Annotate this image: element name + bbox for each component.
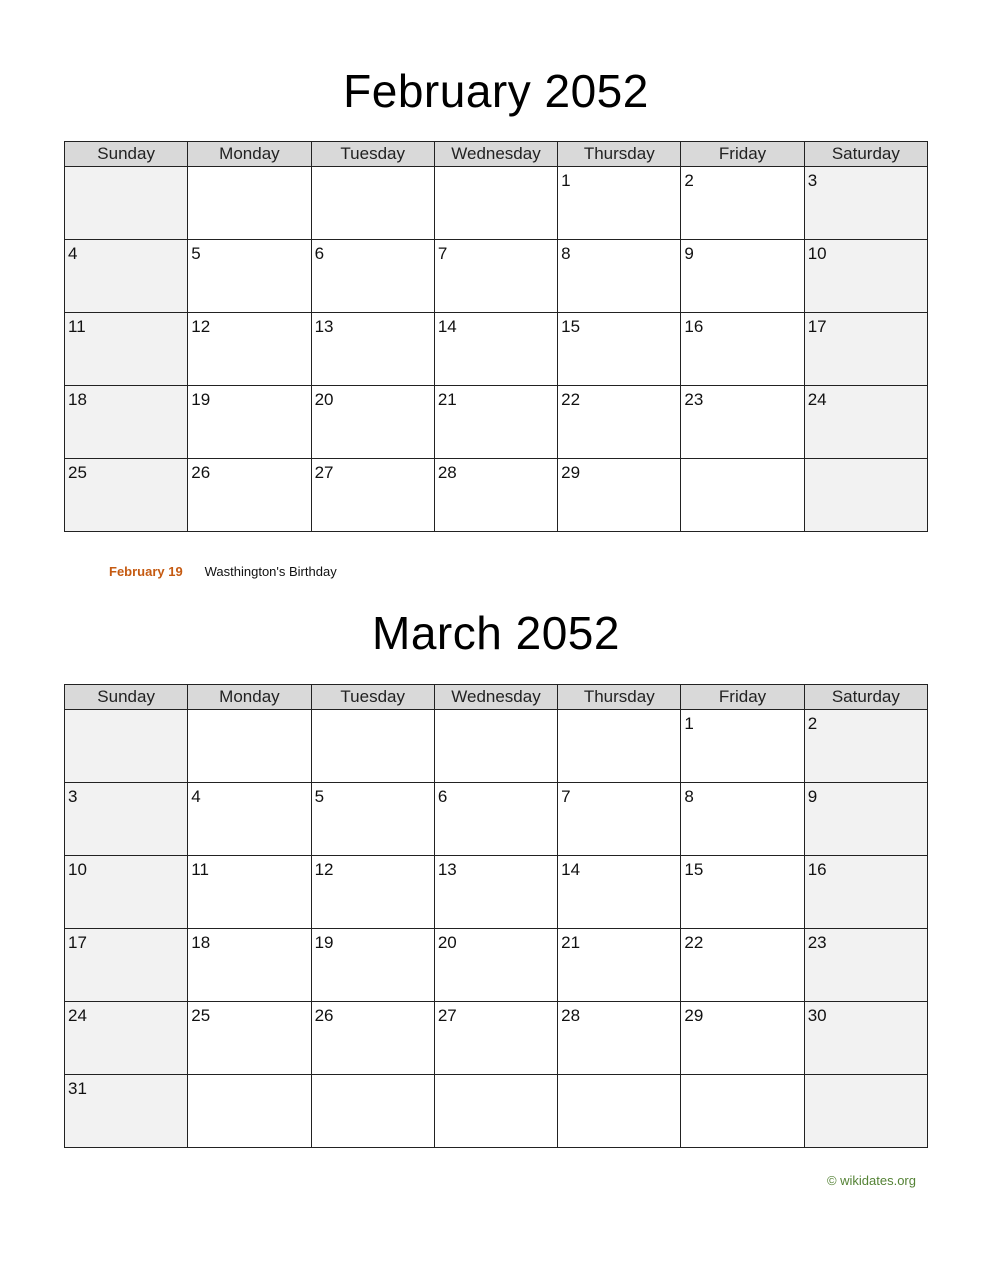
day-cell (65, 856, 188, 929)
day-number: 16 (807, 860, 827, 879)
day-cell (681, 783, 804, 856)
day-number: 26 (191, 463, 211, 482)
day-cell (558, 167, 681, 240)
day-cell (188, 167, 311, 240)
day-number (435, 167, 557, 171)
week-row (65, 167, 928, 240)
day-number: 14 (561, 860, 581, 879)
day-cell (681, 386, 804, 459)
day-cell (65, 1075, 188, 1148)
day-number: 3 (68, 787, 78, 806)
day-number: 5 (314, 787, 325, 806)
day-cell (65, 929, 188, 1002)
day-number: 4 (191, 787, 201, 806)
weekday-header-thursday: Thursday (558, 685, 681, 710)
day-number: 6 (314, 244, 325, 263)
weekday-header-tuesday: Tuesday (311, 685, 434, 710)
day-number: 28 (437, 463, 457, 482)
weekday-header-friday: Friday (681, 142, 804, 167)
february-calendar-grid (64, 141, 928, 532)
week-row (65, 856, 928, 929)
day-number: 15 (561, 317, 581, 336)
day-number (805, 459, 927, 463)
weekday-header-wednesday: Wednesday (434, 685, 557, 710)
day-cell (558, 386, 681, 459)
day-cell (311, 783, 434, 856)
day-cell (188, 929, 311, 1002)
day-cell (434, 386, 557, 459)
day-number: 11 (68, 317, 86, 336)
day-cell (188, 856, 311, 929)
day-number: 17 (68, 933, 87, 952)
weekday-header-wednesday: Wednesday (434, 142, 557, 167)
holiday-name: Wasthington's Birthday (204, 564, 337, 579)
day-number: 1 (561, 171, 571, 190)
weekday-header-row (65, 142, 928, 167)
day-number: 3 (807, 171, 818, 190)
day-number: 14 (437, 317, 457, 336)
day-number: 12 (191, 317, 211, 336)
day-number: 24 (807, 390, 827, 409)
day-cell (558, 313, 681, 386)
day-number: 18 (68, 390, 87, 409)
day-number: 21 (561, 933, 581, 952)
day-cell (681, 929, 804, 1002)
day-cell (434, 1075, 557, 1148)
day-cell (804, 1002, 927, 1075)
day-number (558, 710, 680, 714)
day-cell (804, 167, 927, 240)
day-cell (681, 459, 804, 532)
week-row (65, 313, 928, 386)
day-cell (804, 710, 927, 783)
week-row (65, 240, 928, 313)
day-cell (681, 313, 804, 386)
day-cell (681, 1075, 804, 1148)
day-number: 20 (314, 390, 334, 409)
day-number: 6 (437, 787, 448, 806)
day-cell (804, 929, 927, 1002)
day-number: 2 (684, 171, 694, 190)
day-cell (188, 1075, 311, 1148)
day-number: 18 (191, 933, 211, 952)
week-row (65, 929, 928, 1002)
day-cell (65, 1002, 188, 1075)
day-number: 19 (191, 390, 211, 409)
day-cell (311, 386, 434, 459)
day-cell (65, 459, 188, 532)
day-number: 10 (807, 244, 827, 263)
day-cell (558, 929, 681, 1002)
day-number (188, 710, 310, 714)
march-title: March 2052 (372, 607, 620, 659)
day-number: 13 (437, 860, 457, 879)
day-number: 25 (68, 463, 87, 482)
day-cell (804, 1075, 927, 1148)
day-cell (558, 783, 681, 856)
march-calendar-grid (64, 684, 928, 1148)
day-cell (558, 710, 681, 783)
day-number: 4 (68, 244, 78, 263)
day-cell (311, 167, 434, 240)
footer-credit: © wikidates.org (826, 1173, 916, 1188)
day-cell (804, 459, 927, 532)
weekday-header-monday: Monday (188, 685, 311, 710)
day-number: 23 (684, 390, 704, 409)
day-cell (434, 1002, 557, 1075)
day-number (188, 167, 310, 171)
day-cell (804, 783, 927, 856)
day-cell (434, 313, 557, 386)
day-cell (188, 386, 311, 459)
day-number: 1 (684, 714, 694, 733)
day-cell (188, 459, 311, 532)
day-cell (65, 167, 188, 240)
day-number: 27 (314, 463, 334, 482)
day-number: 22 (561, 390, 581, 409)
day-number: 8 (684, 787, 694, 806)
day-number: 10 (68, 860, 87, 879)
day-cell (65, 710, 188, 783)
day-cell (434, 710, 557, 783)
day-cell (681, 710, 804, 783)
day-cell (311, 1002, 434, 1075)
day-cell (311, 313, 434, 386)
weekday-header-saturday: Saturday (804, 142, 927, 167)
day-number: 23 (807, 933, 827, 952)
day-number (312, 1075, 434, 1079)
weekday-header-sunday: Sunday (65, 142, 188, 167)
day-cell (681, 167, 804, 240)
day-number: 28 (561, 1006, 581, 1025)
day-cell (434, 240, 557, 313)
day-number: 31 (68, 1079, 87, 1098)
day-number: 7 (561, 787, 571, 806)
day-number (805, 1075, 927, 1079)
day-number: 20 (437, 933, 457, 952)
day-cell (311, 710, 434, 783)
day-cell (434, 783, 557, 856)
day-cell (681, 1002, 804, 1075)
day-cell (804, 240, 927, 313)
day-number: 30 (807, 1006, 827, 1025)
week-row (65, 386, 928, 459)
february-title: February 2052 (343, 65, 649, 117)
day-number: 7 (437, 244, 448, 263)
day-number: 21 (437, 390, 457, 409)
day-number (681, 459, 803, 463)
day-cell (311, 1075, 434, 1148)
day-number (312, 710, 434, 714)
day-cell (681, 240, 804, 313)
day-cell (65, 313, 188, 386)
day-cell (65, 386, 188, 459)
weekday-header-saturday: Saturday (804, 685, 927, 710)
day-cell (188, 783, 311, 856)
day-cell (434, 459, 557, 532)
day-number: 2 (807, 714, 818, 733)
day-cell (804, 386, 927, 459)
day-cell (681, 856, 804, 929)
day-cell (188, 710, 311, 783)
day-number: 22 (684, 933, 704, 952)
day-cell (558, 1002, 681, 1075)
holiday-list (109, 563, 337, 581)
day-cell (434, 167, 557, 240)
weekday-header-tuesday: Tuesday (311, 142, 434, 167)
day-number: 12 (314, 860, 334, 879)
day-cell (311, 240, 434, 313)
day-number: 24 (68, 1006, 87, 1025)
week-row (65, 1075, 928, 1148)
day-number (65, 710, 187, 714)
day-cell (311, 929, 434, 1002)
day-number (312, 167, 434, 171)
weekday-header-thursday: Thursday (558, 142, 681, 167)
day-number: 9 (807, 787, 818, 806)
week-row (65, 783, 928, 856)
day-cell (434, 856, 557, 929)
day-cell (558, 1075, 681, 1148)
day-number (558, 1075, 680, 1079)
day-cell (804, 856, 927, 929)
day-cell (188, 240, 311, 313)
day-number (65, 167, 187, 171)
day-number: 11 (191, 860, 209, 879)
day-cell (311, 459, 434, 532)
weekday-header-monday: Monday (188, 142, 311, 167)
week-row (65, 710, 928, 783)
day-cell (434, 929, 557, 1002)
weekday-header-row (65, 685, 928, 710)
weekday-header-friday: Friday (681, 685, 804, 710)
day-cell (311, 856, 434, 929)
day-number: 17 (807, 317, 827, 336)
day-number (435, 710, 557, 714)
day-cell (558, 856, 681, 929)
day-cell (188, 1002, 311, 1075)
day-number: 16 (684, 317, 704, 336)
week-row (65, 459, 928, 532)
day-cell (558, 240, 681, 313)
day-cell (65, 783, 188, 856)
day-cell (558, 459, 681, 532)
holiday-date: February 19 (109, 564, 183, 579)
day-number (681, 1075, 803, 1079)
day-number (188, 1075, 310, 1079)
day-number (435, 1075, 557, 1079)
day-number: 9 (684, 244, 694, 263)
week-row (65, 1002, 928, 1075)
day-number: 26 (314, 1006, 334, 1025)
day-number: 8 (561, 244, 571, 263)
day-number: 25 (191, 1006, 211, 1025)
day-number: 15 (684, 860, 704, 879)
day-number: 29 (561, 463, 581, 482)
day-cell (188, 313, 311, 386)
day-number: 29 (684, 1006, 704, 1025)
day-number: 13 (314, 317, 334, 336)
weekday-header-sunday: Sunday (65, 685, 188, 710)
day-cell (804, 313, 927, 386)
day-cell (65, 240, 188, 313)
day-number: 5 (191, 244, 201, 263)
day-number: 27 (437, 1006, 457, 1025)
day-number: 19 (314, 933, 334, 952)
holiday-item (109, 563, 337, 581)
